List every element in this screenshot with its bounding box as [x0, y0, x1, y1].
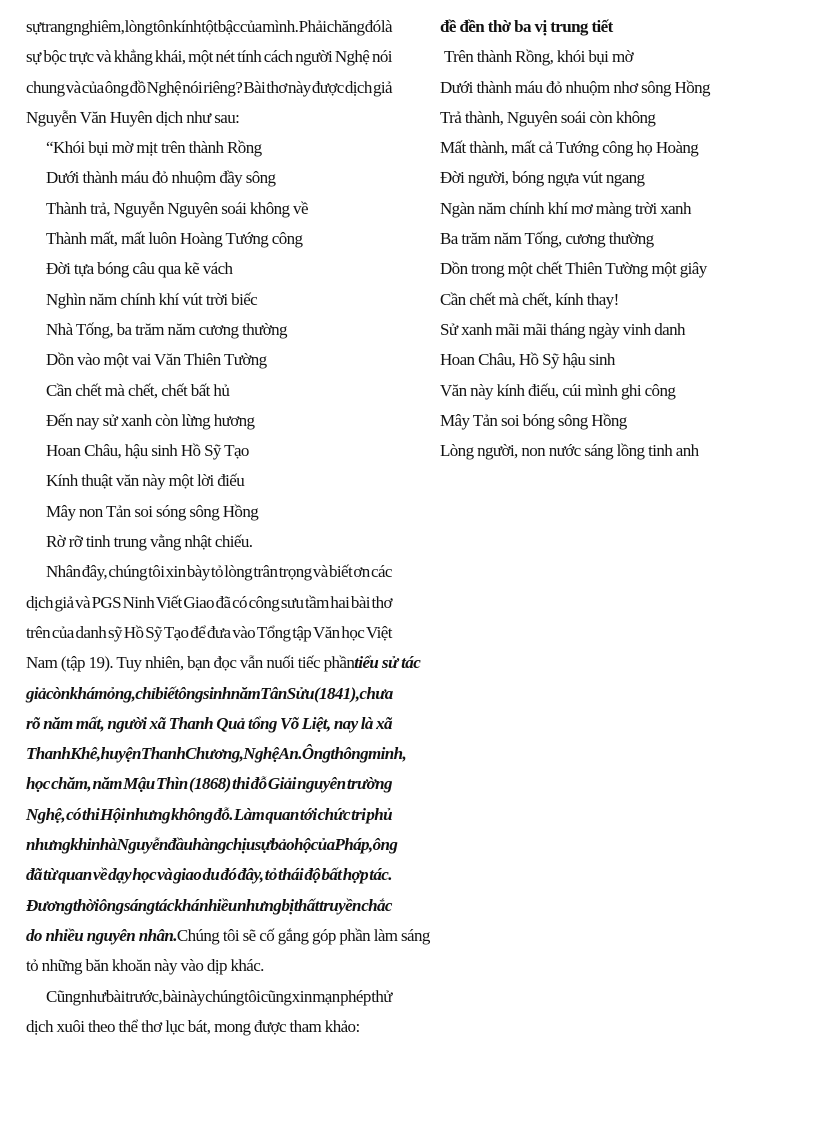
word: năm	[230, 683, 261, 703]
word: bậc	[217, 17, 240, 36]
text-line	[26, 679, 392, 709]
poem-line	[26, 315, 392, 345]
word: người	[295, 47, 333, 67]
text-span: Rờ rỡ tinh trung vằng nhật chiếu.	[46, 532, 253, 552]
word: học	[341, 622, 365, 642]
word: sự	[254, 835, 271, 855]
word: trang	[40, 17, 73, 36]
word: Mậu	[123, 774, 155, 794]
word: chúng	[205, 986, 244, 1006]
word: tập	[292, 622, 312, 642]
word: của	[310, 835, 335, 855]
text-span: đề đền thờ ba vị trung tiết	[440, 17, 613, 36]
word: có	[66, 804, 81, 824]
word: ông	[178, 683, 203, 703]
poem-line	[26, 376, 392, 406]
word: Việt	[366, 622, 392, 642]
word: tôn	[152, 17, 173, 36]
text-span: Cần chết mà chết, chết bất hủ	[46, 380, 230, 400]
word: được	[311, 77, 344, 97]
left-column	[26, 12, 430, 1042]
text-line	[26, 648, 421, 678]
word: kính	[173, 17, 201, 36]
word: trường	[346, 774, 392, 794]
word: quan	[58, 865, 92, 885]
word: trước,	[125, 986, 162, 1006]
word: chức	[317, 804, 351, 824]
word: tỏ	[210, 562, 223, 582]
word: Nghệ	[243, 744, 279, 764]
word: không	[170, 804, 213, 824]
word: thơ	[371, 592, 392, 612]
word: lòng	[124, 17, 153, 36]
emphasis-span: do nhiều nguyên nhân.	[26, 925, 177, 945]
word: thi	[232, 774, 250, 794]
word: thử	[371, 986, 392, 1006]
word: bất	[321, 865, 342, 885]
word: đây,	[237, 865, 264, 885]
word: đỗ.	[213, 804, 233, 824]
word: bài	[350, 592, 370, 612]
word: ông	[98, 895, 124, 915]
word: chúng	[108, 562, 147, 582]
text-span: Nghìn năm chính khí vút trời biếc	[46, 289, 258, 309]
word: (1868)	[189, 774, 231, 794]
word: mỏng,	[94, 683, 136, 703]
word: người	[107, 713, 147, 733]
word: đã	[215, 592, 231, 612]
text-span: Đến nay sử xanh còn lừng hương	[46, 410, 255, 430]
text-line	[26, 12, 392, 42]
poem-line	[26, 285, 392, 315]
word: như	[80, 986, 106, 1006]
text-span: Ba trăm năm Tống, cương thường	[440, 229, 654, 249]
text-span: Văn này kính điếu, cúi mình ghi công	[440, 380, 676, 400]
word: biết	[329, 562, 353, 582]
poem-line	[440, 345, 800, 375]
word: dịch	[26, 592, 53, 612]
word: là	[360, 713, 373, 733]
word: và	[75, 592, 90, 612]
word: xã	[149, 713, 166, 733]
word: và	[312, 562, 328, 582]
text-span: “Khói bụi mờ mịt trên thành Rồng	[46, 138, 262, 158]
word: tổng	[247, 713, 277, 733]
word: chịu	[225, 835, 255, 855]
word: thông	[330, 744, 368, 764]
word: giao	[173, 865, 202, 885]
word: dạy	[108, 865, 131, 885]
word: bị	[281, 895, 294, 915]
word: hộ	[294, 835, 311, 855]
text-line	[26, 73, 392, 103]
word: một	[188, 47, 213, 67]
word: sáng	[123, 895, 155, 915]
word: từ	[43, 865, 57, 885]
word: nay	[333, 713, 358, 733]
poem-line	[440, 133, 800, 163]
text-span: Hoan Châu, hậu sinh Hồ Sỹ Tạo	[46, 441, 249, 461]
word: cách	[263, 47, 293, 67]
word: Sỹ	[145, 622, 162, 642]
word: các	[371, 562, 392, 582]
text-line	[26, 588, 392, 618]
word: sự	[26, 47, 41, 67]
text-line	[26, 891, 392, 921]
text-line	[26, 618, 392, 648]
word: mình.	[262, 17, 299, 36]
text-span: Nam (tập 19). Tuy nhiên, bạn đọc vẫn nuối tiếc phần	[26, 653, 355, 673]
word: bày	[186, 562, 210, 582]
word: đây,	[81, 562, 108, 582]
poem-line	[440, 73, 800, 103]
poem-line	[440, 194, 800, 224]
word: giả	[54, 592, 74, 612]
word: Tổng	[256, 622, 291, 642]
word: Ông	[301, 744, 331, 764]
word: và	[65, 77, 81, 97]
word: xin	[291, 986, 312, 1006]
word: bài	[162, 986, 182, 1006]
poem-line	[440, 254, 800, 284]
word: nhưng	[237, 895, 282, 915]
word: chung	[26, 77, 65, 97]
word: Nhân	[46, 562, 81, 582]
word: nguyên	[297, 774, 346, 794]
word: phủ	[366, 804, 392, 824]
word: đó	[364, 17, 381, 36]
word: Hồ	[123, 622, 144, 642]
word: danh	[75, 622, 107, 642]
word: ,	[402, 744, 407, 764]
word: (1841),	[314, 683, 360, 703]
word: cũng	[260, 986, 292, 1006]
word: quan	[265, 804, 299, 824]
poem-line	[440, 315, 800, 345]
poem-line	[440, 376, 800, 406]
word: ông	[372, 835, 398, 855]
word: này	[287, 77, 311, 97]
text-span: Mây Tản soi bóng sông Hồng	[440, 410, 627, 430]
word: hợp	[342, 865, 368, 885]
word: Nghệ,	[26, 804, 66, 824]
word: thi	[81, 804, 100, 824]
poem-title	[440, 12, 800, 42]
word: dịch	[344, 77, 372, 97]
word: Cũng	[46, 986, 81, 1006]
word: Thanh	[140, 744, 186, 764]
word: nhưng	[26, 835, 71, 855]
poem-line	[440, 436, 800, 466]
word: và	[157, 865, 173, 885]
word: tôi	[244, 986, 261, 1006]
word: của	[51, 622, 74, 642]
word: năm	[92, 774, 122, 794]
text-span: Hoan Châu, Hồ Sỹ hậu sinh	[440, 350, 615, 370]
word: tột	[201, 17, 218, 36]
word: nghiêm,	[73, 17, 125, 36]
word: công	[248, 592, 280, 612]
word: du	[202, 865, 220, 885]
poem-line	[440, 406, 800, 436]
word: tỏ	[264, 865, 277, 885]
poem-line	[26, 406, 392, 436]
text-span: dịch xuôi theo thể thơ lục bát, mong được tham khảo:	[26, 1016, 360, 1036]
word: Bài	[243, 77, 266, 97]
word: thất	[293, 895, 319, 915]
word: truyền	[319, 895, 361, 915]
word: trên	[26, 622, 51, 642]
word: Thanh	[26, 744, 71, 764]
text-span: Đời người, bóng ngựa vút ngang	[440, 168, 645, 188]
poem-line	[26, 497, 392, 527]
word: rõ	[26, 713, 40, 733]
word: Nghệ	[146, 77, 182, 97]
word: Văn	[313, 622, 340, 642]
poem-line	[26, 527, 392, 557]
word: ông	[104, 77, 129, 97]
word: Hội	[100, 804, 125, 824]
text-line	[26, 42, 392, 72]
word: khái,	[154, 47, 186, 67]
text-span: Dưới thành máu đỏ nhuộm đầy sông	[46, 168, 276, 188]
word: giả	[26, 683, 46, 703]
word: trân	[253, 562, 278, 582]
word: sỹ	[108, 622, 122, 642]
word: thái	[278, 865, 304, 885]
word: Sửu	[286, 683, 315, 703]
word: bài	[105, 986, 125, 1006]
word: chưa	[359, 683, 393, 703]
word: chăm,	[51, 774, 92, 794]
word: học	[26, 774, 50, 794]
word: Chương,	[185, 744, 244, 764]
word: mất,	[75, 713, 105, 733]
word: riêng?	[203, 77, 243, 97]
word: chắc	[361, 895, 392, 915]
word: Pháp,	[334, 835, 373, 855]
word: Võ	[280, 713, 299, 733]
word: đó	[220, 865, 237, 885]
text-span: Ngàn năm chính khí mơ màng trời xanh	[440, 198, 691, 218]
word: ơn	[353, 562, 370, 582]
text-line	[26, 830, 398, 860]
text-span: Dồn vào một vai Văn Thiên Tường	[46, 350, 267, 370]
word: sưu	[280, 592, 304, 612]
word: tới	[299, 804, 317, 824]
text-line	[26, 921, 430, 951]
word: của	[81, 77, 104, 97]
poem-line	[26, 466, 392, 496]
word: Thìn	[155, 774, 188, 794]
poem-line	[26, 345, 392, 375]
word: Viết	[155, 592, 182, 612]
word: hàng	[192, 835, 226, 855]
word: lòng	[224, 562, 253, 582]
word: đã	[26, 865, 42, 885]
text-span: Trên thành Rồng, khói bụi mờ	[444, 47, 633, 67]
word: giả	[372, 77, 392, 97]
poem-line	[26, 163, 392, 193]
word: tác.	[369, 865, 392, 885]
text-span: Mây non Tản soi sóng sông Hồng	[46, 501, 259, 521]
word: Làm	[233, 804, 265, 824]
text-line	[26, 709, 392, 739]
word: và	[96, 47, 112, 67]
text-span: Nguyễn Văn Huyên dịch như sau:	[26, 107, 240, 127]
text-span: Cần chết mà chết, kính thay!	[440, 289, 619, 309]
text-line	[26, 982, 392, 1012]
poem-line	[440, 163, 800, 193]
word: nhiều	[199, 895, 237, 915]
poem-line	[26, 194, 392, 224]
word: Liệt,	[301, 713, 331, 733]
word: tác	[154, 895, 174, 915]
word: đầu	[167, 835, 193, 855]
text-line	[26, 951, 392, 981]
text-line	[26, 860, 392, 890]
word: có	[232, 592, 247, 612]
text-span: Thành trả, Nguyễn Nguyên soái không về	[46, 198, 308, 218]
poem-line	[26, 436, 392, 466]
right-column	[440, 17, 800, 466]
word: bộc	[43, 47, 67, 67]
word: độ	[304, 865, 321, 885]
word: Phải	[298, 17, 327, 36]
word: thơ	[266, 77, 287, 97]
word: là	[380, 17, 392, 36]
word: trọng	[278, 562, 312, 582]
word: phép	[340, 986, 371, 1006]
word: khẳng	[113, 47, 153, 67]
text-span: Mất thành, mất cả Tướng công họ Hoàng	[440, 138, 699, 158]
word: Thanh	[168, 713, 213, 733]
word: mạn	[312, 986, 340, 1006]
text-line	[26, 557, 392, 587]
word: đồ	[129, 77, 146, 97]
poem-line	[26, 254, 392, 284]
word: đỗ	[250, 774, 267, 794]
word: năm	[43, 713, 73, 733]
word: Giao	[183, 592, 214, 612]
poem-line	[440, 103, 800, 133]
poem-line	[440, 285, 800, 315]
word: sự	[26, 17, 41, 36]
word: Khê,	[70, 744, 101, 764]
word: đưa	[207, 622, 231, 642]
word: nói	[371, 47, 392, 67]
word: nói	[182, 77, 203, 97]
word: minh	[368, 744, 403, 764]
text-span: Dồn trong một chết Thiên Tường một giây	[440, 259, 707, 279]
text-span: Nhà Tống, ba trăm năm cương thường	[46, 319, 287, 339]
word: khá	[174, 895, 199, 915]
word: để	[190, 622, 206, 642]
word: của	[239, 17, 262, 36]
word: chăng	[326, 17, 365, 36]
text-span: Đời tựa bóng câu qua kẽ vách	[46, 259, 233, 279]
word: tri	[351, 804, 366, 824]
word: khi	[70, 835, 91, 855]
text-span: Sử xanh mãi mãi tháng ngày vinh danh	[440, 319, 685, 339]
word: còn	[45, 683, 70, 703]
word: nét	[215, 47, 235, 67]
word: nhà	[90, 835, 117, 855]
word: Tạo	[163, 622, 189, 642]
text-span: Chúng tôi sẽ cố gắng góp phần làm sáng	[176, 925, 430, 945]
word: huyện	[100, 744, 141, 764]
word: xã	[376, 713, 392, 733]
word: Nghệ	[334, 47, 370, 67]
word: tôi	[148, 562, 165, 582]
word: biết	[155, 683, 179, 703]
emphasis-span: tiểu sử tác	[354, 653, 421, 673]
text-line	[26, 1012, 392, 1042]
text-line	[26, 739, 407, 769]
word: này	[181, 986, 205, 1006]
word: tầm	[305, 592, 329, 612]
poem-line	[26, 133, 392, 163]
word: PGS	[91, 592, 121, 612]
word: vào	[232, 622, 256, 642]
text-line	[26, 769, 392, 799]
text-line	[26, 800, 392, 830]
text-span: Trả thành, Nguyên soái còn không	[440, 107, 656, 127]
poem-line	[440, 224, 800, 254]
text-span: Thành mất, mất luôn Hoàng Tướng công	[46, 229, 303, 249]
word: Nguyễn	[116, 835, 168, 855]
word: An.	[278, 744, 302, 764]
word: hai	[330, 592, 350, 612]
word: sinh	[202, 683, 231, 703]
poem-line	[26, 224, 392, 254]
word: Đương	[26, 895, 73, 915]
word: tính	[237, 47, 262, 67]
text-line	[26, 103, 392, 133]
word: khá	[69, 683, 95, 703]
word: Ninh	[122, 592, 155, 612]
word: bảo	[270, 835, 295, 855]
text-span: Kính thuật văn này một lời điếu	[46, 471, 245, 491]
word: nhưng	[125, 804, 170, 824]
word: xin	[165, 562, 186, 582]
poem-line	[440, 42, 800, 72]
word: chỉ	[135, 683, 156, 703]
word: Quả	[216, 713, 245, 733]
text-span: Lòng người, non nước sáng lồng tinh anh	[440, 441, 699, 461]
word: trực	[68, 47, 94, 67]
word: thời	[72, 895, 99, 915]
text-span: Dưới thành máu đỏ nhuộm nhơ sông Hồng	[440, 77, 710, 97]
word: Giải	[267, 774, 296, 794]
text-span: tỏ những băn khoăn này vào dịp khác.	[26, 956, 264, 976]
word: Tân	[260, 683, 287, 703]
word: học	[132, 865, 156, 885]
word: về	[92, 865, 107, 885]
